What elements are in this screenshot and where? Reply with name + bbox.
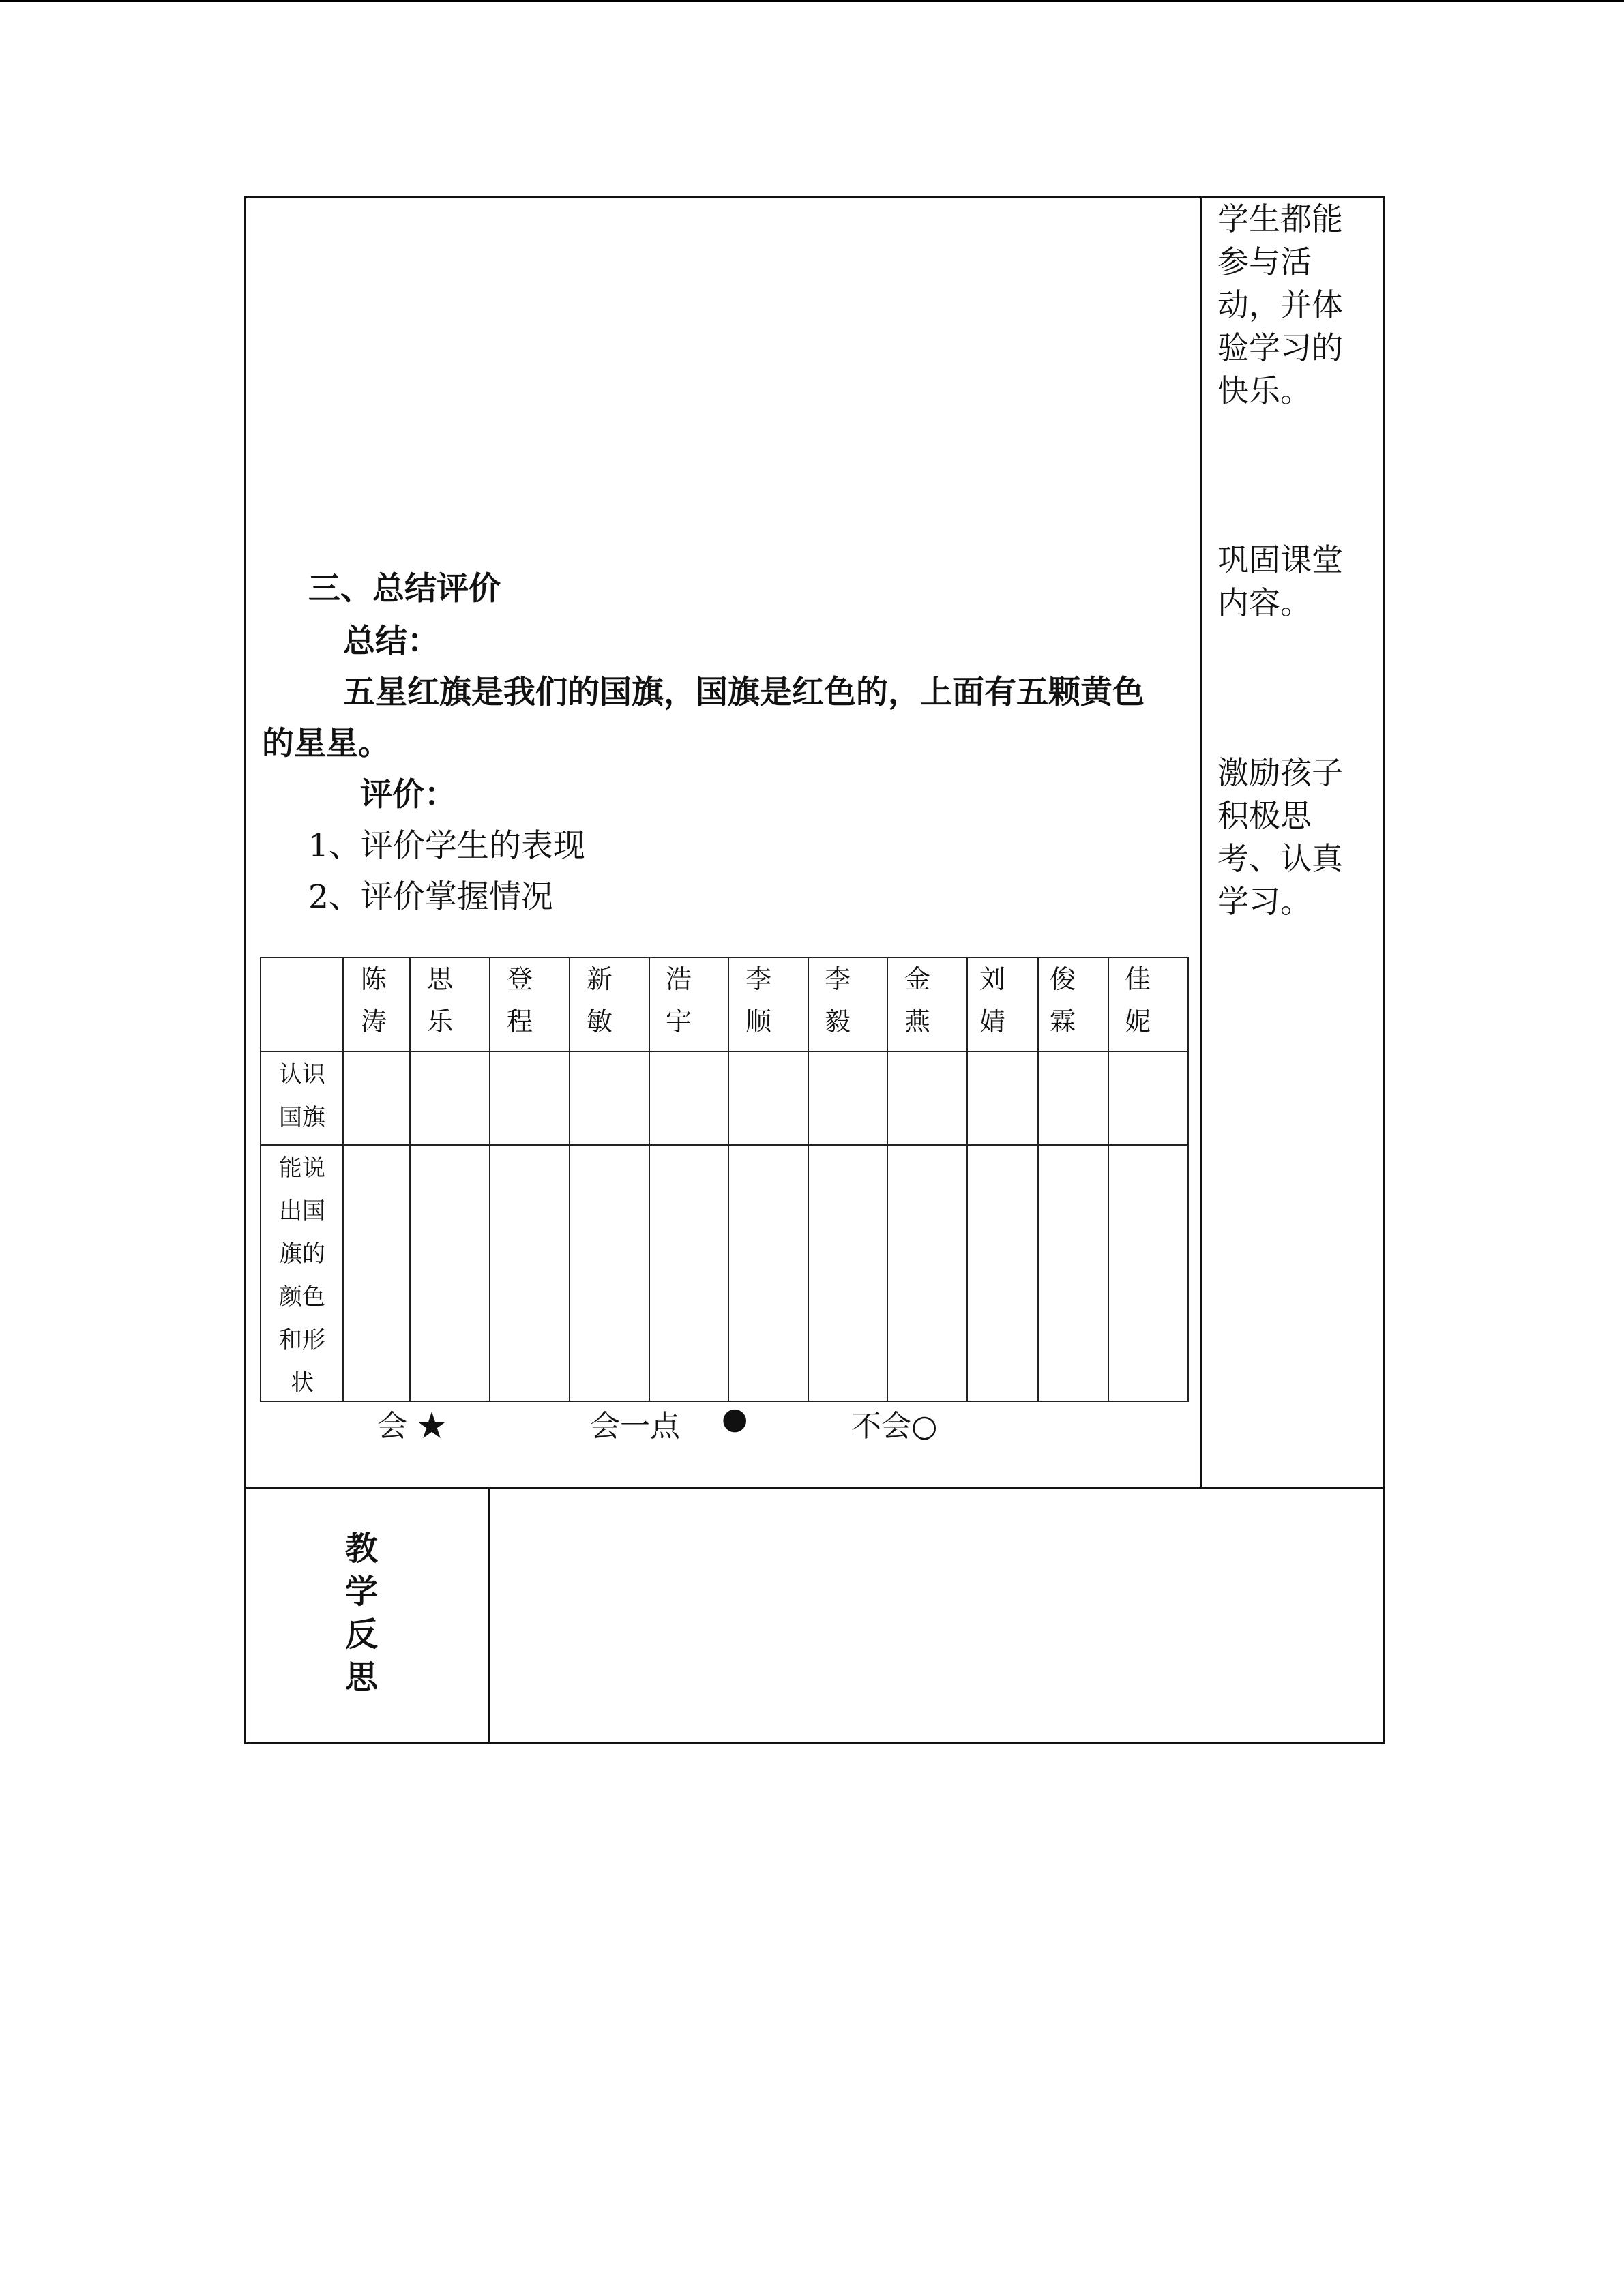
side-note-consolidate: 巩固课堂 内容。 (1217, 541, 1343, 621)
side-note-encourage: 激励孩子 积极思 考、认真 学习。 (1217, 754, 1343, 920)
legend-partial: 会一点 (590, 1409, 680, 1444)
teaching-reflection-label: 教 学 反 思 (344, 1530, 378, 1697)
summary-line-2: 的星星。 (262, 725, 390, 762)
student-name: 登 程 (506, 964, 533, 1037)
student-name: 李 顺 (745, 964, 771, 1037)
student-name: 佳 妮 (1124, 964, 1151, 1037)
row-label-recognize-flag: 认识 国旗 (279, 1061, 325, 1131)
student-name: 刘 婧 (979, 964, 1005, 1037)
legend-can: 会 ★ (377, 1409, 447, 1444)
section-heading: 三、总结评价 (308, 570, 501, 608)
eval-item-2: 2、评价掌握情况 (308, 878, 553, 916)
legend-partial-symbol: ● (722, 1401, 748, 1436)
student-name: 浩 宇 (665, 964, 692, 1037)
page-top-border (0, 0, 1624, 2)
row-label-describe-flag: 能说 出国 旗的 颜色 和形 状 (279, 1154, 325, 1397)
eval-item-1: 1、评价学生的表现 (308, 827, 585, 865)
student-name: 金 燕 (904, 964, 930, 1037)
student-name: 思 乐 (426, 964, 453, 1037)
student-name: 俊 霖 (1049, 964, 1076, 1037)
legend-cannot: 不会○ (851, 1409, 938, 1444)
student-name: 新 敏 (586, 964, 612, 1037)
summary-label: 总结： (343, 623, 439, 660)
evaluation-label: 评价： (360, 776, 456, 814)
summary-line-1: 五星红旗是我们的国旗，国旗是红色的，上面有五颗黄色 (343, 674, 1145, 711)
student-name: 李 毅 (824, 964, 851, 1037)
side-note-participation: 学生都能 参与活 动，并体 验学习的 快乐。 (1217, 200, 1343, 409)
student-name: 陈 涛 (360, 964, 387, 1037)
teaching-reflection-area[interactable] (492, 1491, 1381, 1740)
